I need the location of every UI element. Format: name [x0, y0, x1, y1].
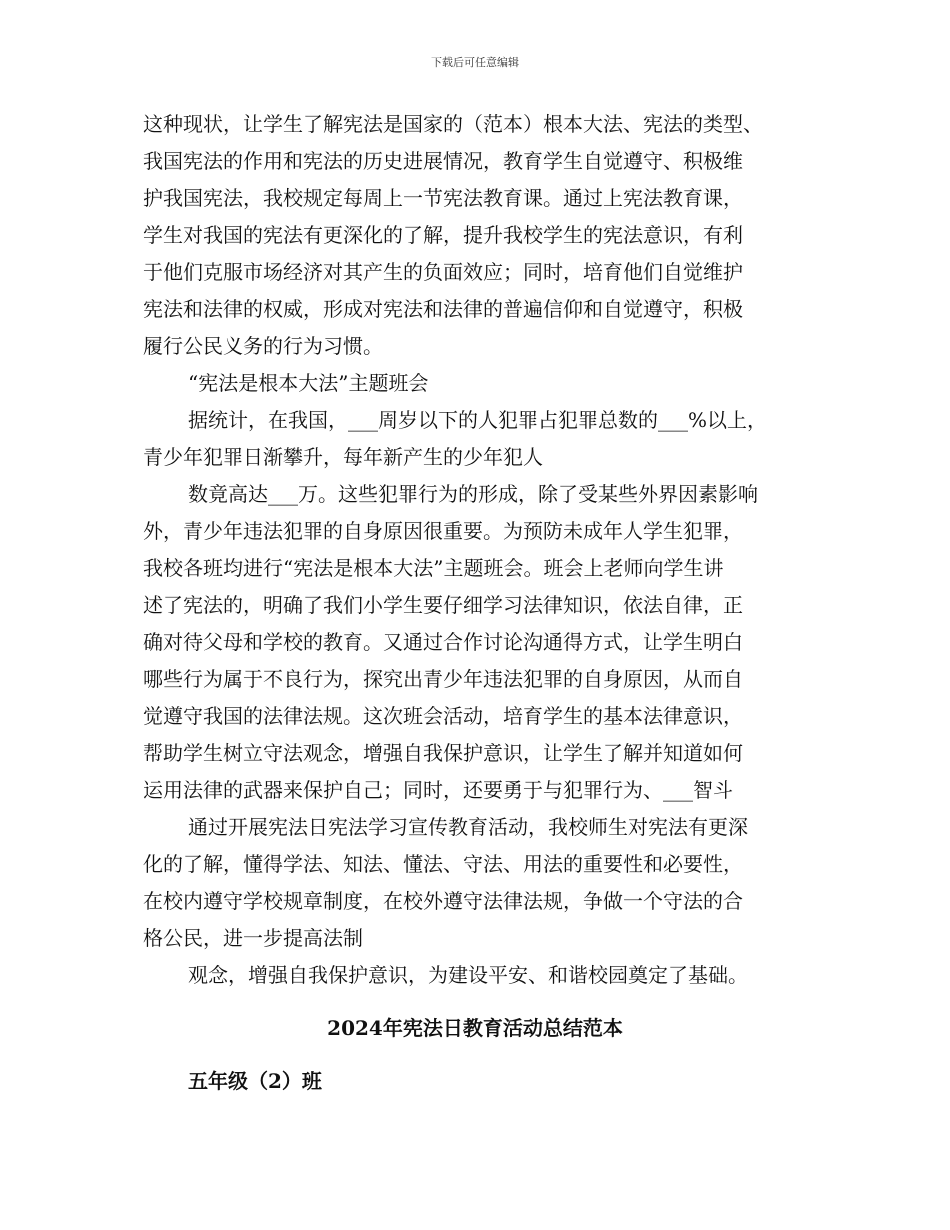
- text-line: 宪法和法律的权威，形成对宪法和法律的普遍信仰和自觉遵守，积极: [143, 297, 743, 321]
- text-line: 觉遵守我国的法律法规。这次班会活动，培育学生的基本法律意识，: [143, 704, 743, 728]
- body-text: [143, 106, 823, 994]
- text-line: 我校各班均进行“宪法是根本大法”主题班会。班会上老师向学生讲: [143, 556, 724, 580]
- text-line: 帮助学生树立守法观念，增强自我保护意识，让学生了解并知道如何: [143, 741, 743, 765]
- text-line: 外，青少年违法犯罪的自身原因很重要。为预防未成年人学生犯罪，: [143, 519, 743, 543]
- text-line: 在校内遵守学校规章制度，在校外遵守法律法规，争做一个守法的合: [143, 889, 743, 913]
- class-label: 五年级（2）班: [188, 1069, 322, 1093]
- text-line: 青少年犯罪日渐攀升，每年新产生的少年犯人: [143, 445, 543, 469]
- text-line: “宪法是根本大法”主题班会: [188, 371, 429, 395]
- text-line: 我国宪法的作用和宪法的历史进展情况，教育学生自觉遵守、积极维: [143, 149, 743, 173]
- text-line: 运用法律的武器来保护自己；同时，还要勇于与犯罪行为、___智斗: [143, 778, 733, 802]
- text-line: 数竟高达___万。这些犯罪行为的形成，除了受某些外界因素影响: [188, 482, 758, 506]
- text-line: 学生对我国的宪法有更深化的了解，提升我校学生的宪法意识，有利: [143, 223, 743, 247]
- text-line: 观念，增强自我保护意识，为建设平安、和谐校园奠定了基础。: [188, 963, 748, 987]
- text-line: 哪些行为属于不良行为，探究出青少年违法犯罪的自身原因，从而自: [143, 667, 743, 691]
- text-line: 述了宪法的，明确了我们小学生要仔细学习法律知识，依法自律，正: [143, 593, 743, 617]
- text-line: 据统计，在我国，___周岁以下的人犯罪占犯罪总数的___%以上，: [188, 408, 768, 432]
- text-line: 确对待父母和学校的教育。又通过合作讨论沟通得方式，让学生明白: [143, 630, 743, 654]
- text-line: 这种现状，让学生了解宪法是国家的（范本）根本大法、宪法的类型、: [143, 112, 763, 136]
- header-note: 下载后可任意编辑: [431, 56, 519, 69]
- document-title: 2024年宪法日教育活动总结范本: [327, 1016, 623, 1040]
- text-line: 护我国宪法，我校规定每周上一节宪法教育课。通过上宪法教育课，: [143, 186, 743, 210]
- text-line: 格公民，进一步提高法制: [143, 926, 363, 950]
- text-line: 通过开展宪法日宪法学习宣传教育活动，我校师生对宪法有更深: [188, 815, 748, 839]
- text-line: 履行公民义务的行为习惯。: [143, 334, 383, 358]
- text-line: 化的了解，懂得学法、知法、懂法、守法、用法的重要性和必要性，: [143, 852, 743, 876]
- text-line: 于他们克服市场经济对其产生的负面效应；同时，培育他们自觉维护: [143, 260, 743, 284]
